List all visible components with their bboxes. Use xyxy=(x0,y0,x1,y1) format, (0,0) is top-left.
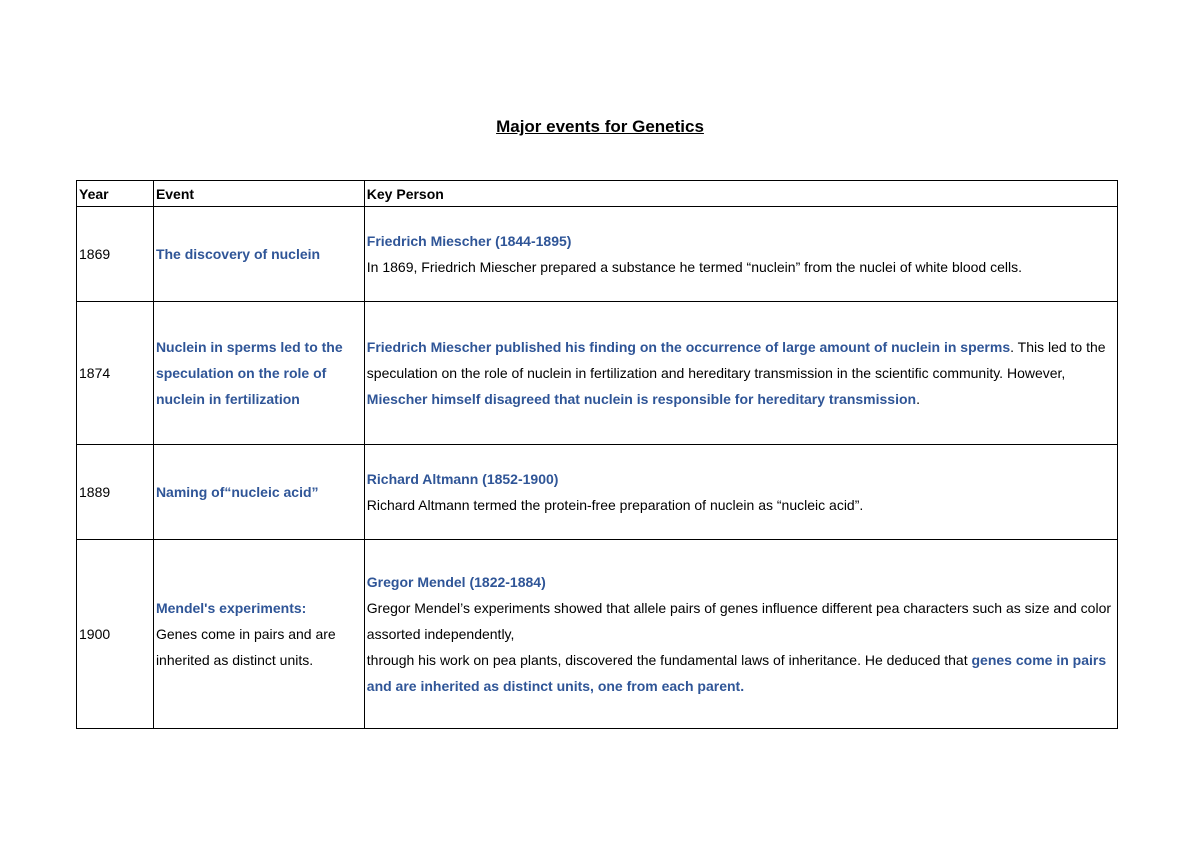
year-cell: 1869 xyxy=(77,207,154,302)
event-cell xyxy=(153,207,364,302)
event-cell xyxy=(153,445,364,540)
event-title: The discovery of nuclein xyxy=(155,246,321,262)
table-row xyxy=(77,445,1118,540)
event-subtext: Genes come in pairs and are inherited as distinct units. xyxy=(155,626,336,668)
event-cell xyxy=(153,302,364,445)
key-person-cell xyxy=(364,207,1117,302)
event-description: Gregor Mendel’s experiments showed that allele pairs of genes influence different pea characters such as size and color assorted independently, xyxy=(366,600,1112,642)
event-description: In 1869, Friedrich Miescher prepared a substance he termed “nuclein” from the nuclei of white blood cells. xyxy=(366,259,1023,275)
event-title: Mendel's experiments: xyxy=(155,600,307,616)
table-header-row xyxy=(77,181,1118,207)
column-header-event: Event xyxy=(153,181,364,207)
table-row xyxy=(77,540,1118,729)
event-description: Richard Altmann termed the protein-free preparation of nuclein as “nucleic acid”. xyxy=(366,497,864,513)
table-row xyxy=(77,207,1118,302)
events-table xyxy=(76,180,1118,729)
event-title: Nuclein in sperms led to the speculation on the role of nuclein in fertilization xyxy=(155,339,343,407)
year-cell: 1874 xyxy=(77,302,154,445)
description-highlight: Friedrich Miescher published his finding on the occurrence of large amount of nuclein in sperms xyxy=(366,339,1011,355)
person-heading: Richard Altmann (1852-1900) xyxy=(366,471,559,487)
key-person-cell xyxy=(364,302,1117,445)
year-cell: 1889 xyxy=(77,445,154,540)
column-header-year: Year xyxy=(77,181,154,207)
event-title: Naming of“nucleic acid” xyxy=(155,484,319,500)
key-person-cell xyxy=(364,540,1117,729)
column-header-key-person: Key Person xyxy=(364,181,1117,207)
person-heading: Gregor Mendel (1822-1884) xyxy=(366,574,546,590)
description-text: . This led to the speculation on the role of nuclein in fertilization and hereditary transmission in the scientific community. However, xyxy=(366,339,1106,381)
description-highlight: Miescher himself disagreed that nuclein is responsible for hereditary transmission xyxy=(366,391,917,407)
year-cell: 1900 xyxy=(77,540,154,729)
description-text: through his work on pea plants, discovered the fundamental laws of inheritance. He deduced that xyxy=(366,652,972,668)
page-title: Major events for Genetics xyxy=(496,117,704,136)
table-row xyxy=(77,302,1118,445)
key-person-cell xyxy=(364,445,1117,540)
description-text: . xyxy=(916,391,920,407)
person-heading: Friedrich Miescher (1844-1895) xyxy=(366,233,572,249)
description-highlight: genes come in pairs and are inherited as distinct units, one from each parent. xyxy=(366,652,1107,694)
event-cell xyxy=(153,540,364,729)
